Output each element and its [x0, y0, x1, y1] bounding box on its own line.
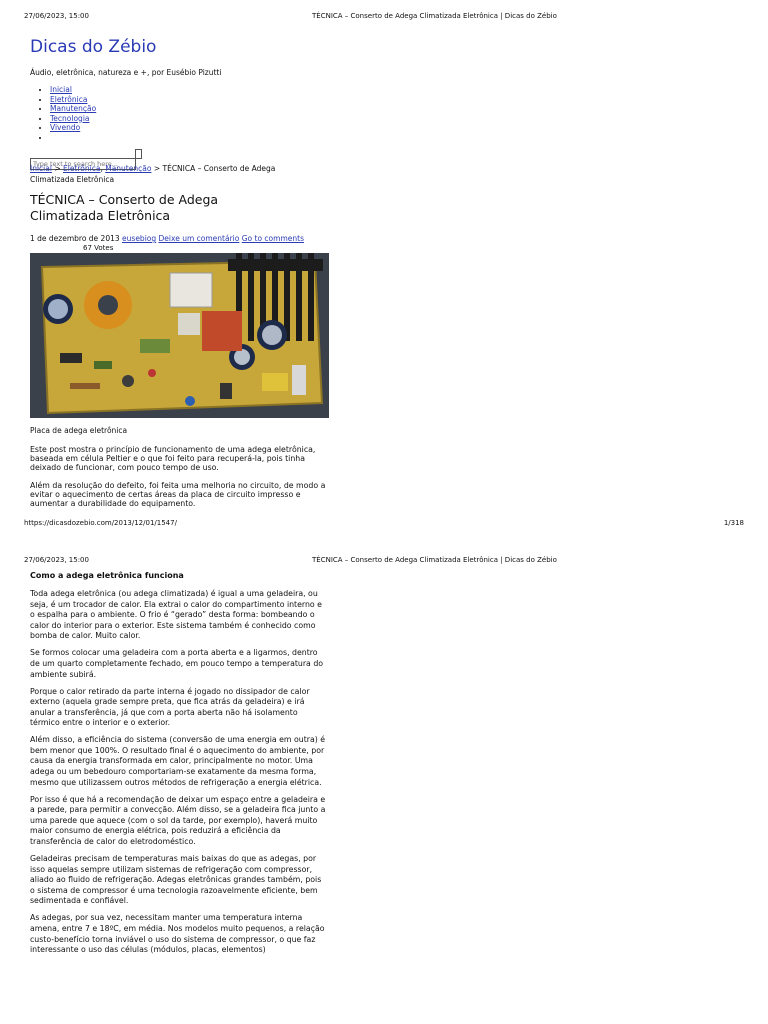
breadcrumb-current: TÉCNICA – Conserto de Adega Climatizada Eletrônica [30, 164, 276, 184]
body-paragraph: Por isso é que há a recomendação de deixar um espaço entre a geladeira e a parede, para permitir a convecção. Além disso, se a geladeira fica junto a uma parede que aquece (com o sol da tarde, por exemplo), haverá muito maior consumo de energia elétrica, pois reduzirá a eficiência da transferência de calor do eletrodoméstico. [30, 794, 326, 847]
leave-comment-link[interactable]: Deixe um comentário [158, 234, 240, 243]
section-body [30, 589, 326, 962]
nav-link-eletronica[interactable]: Eletrônica [50, 94, 88, 104]
nav-item-vivendo [50, 123, 96, 133]
breadcrumb-separator: > [151, 164, 163, 173]
breadcrumb-category-eletronica[interactable]: Eletrônica [63, 164, 101, 173]
vote-count: 67 Votes [83, 244, 114, 252]
body-paragraph: Porque o calor retirado da parte interna é jogado no dissipador de calor externo (aquela grade sempre preta, que fica atrás da geladeira) e irá anular a transferência, já que com a porta aberta não há isolamento térmico entre o interior e o exterior. [30, 686, 310, 728]
breadcrumb-category-manutencao[interactable]: Manutenção [105, 164, 152, 173]
nav-link-vivendo[interactable]: Vivendo [50, 123, 81, 133]
site-description: Áudio, eletrônica, natureza e +, por Eusébio Pizutti [30, 68, 222, 77]
page-break [0, 532, 768, 548]
print-footer-page-count: 1/318 [723, 519, 744, 527]
body-paragraph: Toda adega eletrônica (ou adega climatizada) é igual a uma geladeira, ou seja, é um trocador de calor. Ela extrai o calor do compartimento interno e o espalha para o ambiente. O frio é “gerado” desta forma: bombeando o calor do interior para o exterior. Este sistema também é conhecido como bomba de calor. Muito calor. [30, 589, 322, 641]
body-paragraph: Se formos colocar uma geladeira com a porta aberta e a ligarmos, dentro de um quarto completamente fechado, em pouco tempo a temperatura do ambiente subirá. [30, 648, 324, 679]
nav-item-empty [50, 133, 96, 143]
print-header-date: 27/06/2023, 15:00 [24, 12, 89, 20]
body-paragraph: Geladeiras precisam de temperaturas mais baixas do que as adegas, por isso aquelas sempre utilizam sistemas de refrigeração com compressor, aliado ao fluido de refrigeração. Adegas eletrônicas grandes também, pois o sistema de compressor é uma tecnologia razoavelmente eficiente, bem sedimentada e confiável. [30, 854, 322, 906]
body-paragraph: As adegas, por sua vez, necessitam manter uma temperatura interna amena, entre 7 e 18ºC, em média. Nos modelos muito pequenos, a relação custo-benefício torna inviável o uso do sistema de compressor, o que faz interessante o uso das células (módulos, placas, elementos) [30, 913, 325, 955]
nav-link-tecnologia[interactable]: Tecnologia [50, 113, 90, 123]
image-caption: Placa de adega eletrônica [30, 426, 128, 435]
post-date: 1 de dezembro de 2013 [30, 234, 120, 243]
intro-paragraph: Além da resolução do defeito, foi feita uma melhoria no circuito, de modo a evitar o aquecimento de certas áreas da placa de circuito impresso e aumentar a durabilidade do equipamento. [30, 481, 326, 508]
nav-item-manutencao [50, 104, 96, 114]
breadcrumb-home-link[interactable]: Inicial [30, 164, 52, 173]
nav-item-eletronica [50, 95, 96, 105]
intro-paragraph: Este post mostra o princípio de funcionamento de uma adega eletrônica, baseada em célula Peltier e o que foi feito para recuperá-la, pois tinha deixado de funcionar, com pouco tempo de uso. [30, 445, 316, 472]
goto-comments-link[interactable]: Go to comments [241, 234, 304, 243]
circuit-board-photo [30, 253, 329, 418]
main-nav [40, 85, 96, 143]
print-header-date: 27/06/2023, 15:00 [24, 556, 89, 564]
post-meta [30, 234, 304, 243]
site-title-link[interactable]: Dicas do Zébio [30, 37, 157, 57]
nav-link-inicial[interactable]: Inicial [50, 85, 72, 94]
nav-link-manutencao[interactable]: Manutenção [50, 104, 97, 114]
search-button[interactable] [135, 149, 142, 159]
print-header-title: TÉCNICA – Conserto de Adega Climatizada Eletrônica | Dicas do Zébio [312, 12, 557, 20]
print-footer-url: https://dicasdozebio.com/2013/12/01/1547/ [24, 519, 177, 527]
body-paragraph: Além disso, a eficiência do sistema (conversão de uma energia em outra) é bem menor que 100%. O resultado final é o aquecimento do ambiente, por causa da energia transformada em calor, principalmente no motor. Uma adega ou um bebedouro comportariam-se exatamente da mesma forma, mesmo que utilizassem outros métodos de refrigeração a energia elétrica. [30, 735, 326, 787]
post-title: TÉCNICA – Conserto de Adega Climatizada Eletrônica [30, 192, 219, 223]
breadcrumb [30, 164, 280, 185]
post-author-link[interactable]: eusebiog [122, 234, 157, 243]
section-heading: Como a adega eletrônica funciona [30, 571, 184, 580]
breadcrumb-comma: , [100, 164, 106, 173]
nav-item-tecnologia [50, 114, 96, 124]
print-header-title: TÉCNICA – Conserto de Adega Climatizada Eletrônica | Dicas do Zébio [312, 556, 557, 564]
nav-item-inicial [50, 85, 96, 95]
breadcrumb-separator: > [51, 164, 63, 173]
